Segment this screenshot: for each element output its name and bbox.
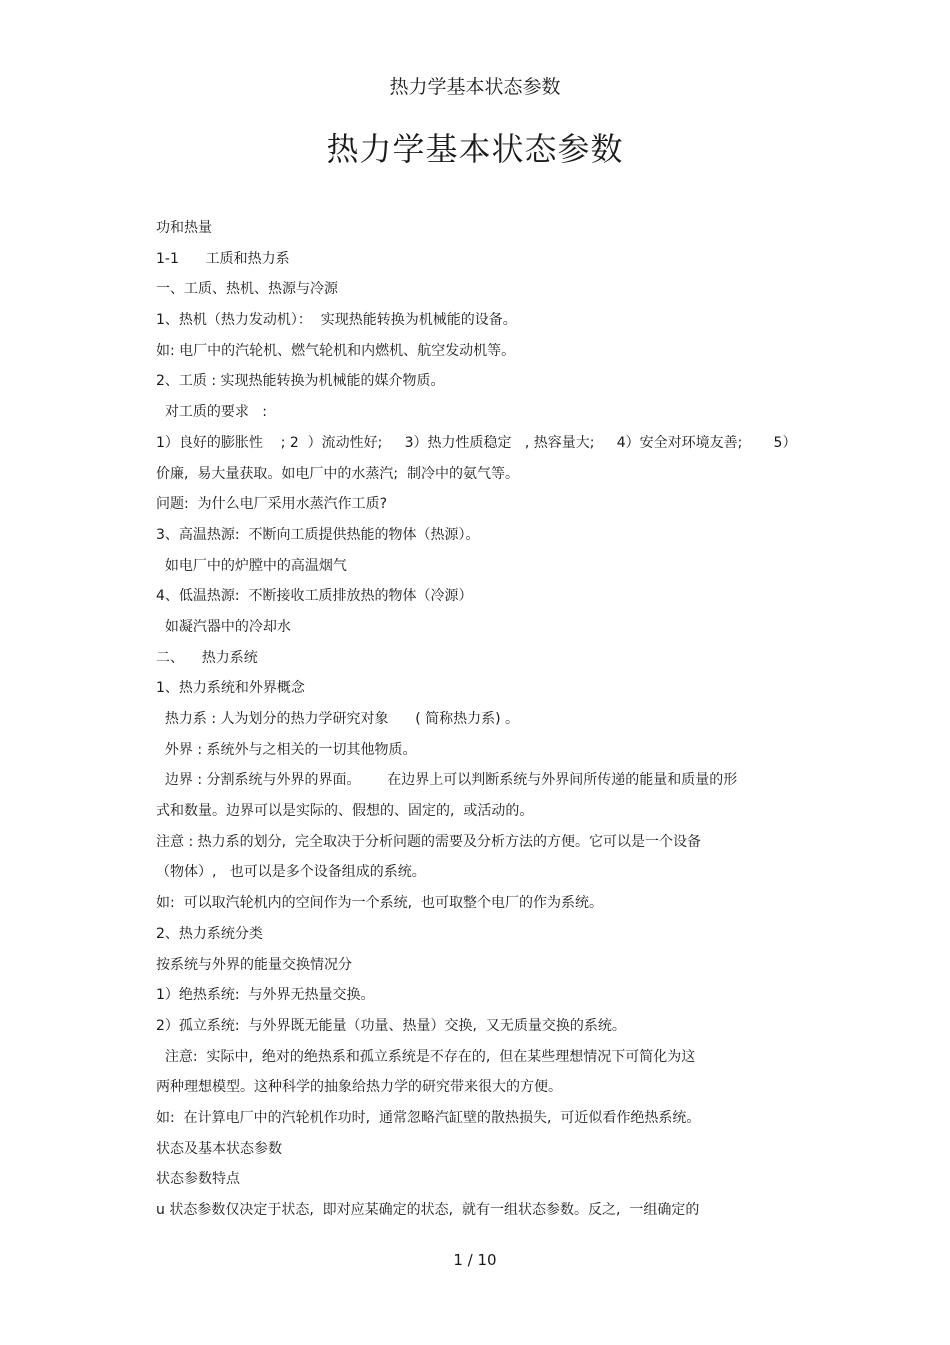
body-line: 1）良好的膨胀性 ; 2 ）流动性好; 3）热力性质稳定 , 热容量大; 4）安全对环境友善; 5） — [156, 434, 797, 451]
body-line: 如凝汽器中的冷却水 — [156, 618, 291, 635]
page-number: 1 / 10 — [453, 1251, 497, 1269]
body-line: 价廉, 易大量获取。如电厂中的水蒸汽; 制冷中的氨气等。 — [156, 465, 519, 482]
section-heading: 二、 热力系统 — [156, 649, 258, 666]
body-line: 边界 : 分割系统与外界的界面。 在边界上可以判断系统与外界间所传递的能量和质量的形 — [156, 772, 738, 789]
body-line: 2、工质 : 实现热能转换为机械能的媒介物质。 — [156, 373, 445, 390]
body-line: 注意 : 热力系的划分, 完全取决于分析问题的需要及分析方法的方便。它可以是一个设备 — [156, 833, 701, 850]
body-line: 问题: 为什么电厂采用水蒸汽作工质? — [156, 496, 388, 513]
section-heading: 一、工质、热机、热源与冷源 — [156, 281, 338, 298]
body-line: 按系统与外界的能量交换情况分 — [156, 956, 352, 973]
body-line: 2）孤立系统: 与外界既无能量（功量、热量）交换, 又无质量交换的系统。 — [156, 1017, 626, 1034]
section-heading: 功和热量 — [156, 220, 212, 236]
body-line: 对工质的要求 : — [156, 404, 267, 421]
body-line: 如电厂中的炉膛中的高温烟气 — [156, 557, 347, 574]
document-body — [156, 216, 806, 1229]
body-line: u 状态参数仅决定于状态, 即对应某确定的状态, 就有一组状态参数。反之, 一组确定的 — [156, 1202, 700, 1218]
body-line: 4、低温热源: 不断接收工质排放热的物体（冷源） — [156, 588, 473, 605]
body-line: 式和数量。边界可以是实际的、假想的、固定的, 或活动的。 — [156, 803, 534, 820]
body-line: 注意: 实际中, 绝对的绝热系和孤立系统是不存在的, 但在某些理想情况下可简化为这 — [156, 1048, 696, 1065]
body-line: 3、高温热源: 不断向工质提供热能的物体（热源）。 — [156, 526, 480, 543]
document-title: 热力学基本状态参数 — [326, 130, 624, 168]
body-line: 热力系 : 人为划分的热力学研究对象 ( 简称热力系) 。 — [156, 711, 520, 727]
body-line: 如: 在计算电厂中的汽轮机作功时, 通常忽略汽缸壁的散热损失, 可近似看作绝热系统。 — [156, 1109, 701, 1126]
body-line: 1、热机（热力发动机）： 实现热能转换为机械能的设备。 — [156, 312, 517, 329]
body-line: 1）绝热系统: 与外界无热量交换。 — [156, 987, 375, 1004]
body-line: 两种理想模型。这种科学的抽象给热力学的研究带来很大的方便。 — [156, 1079, 562, 1096]
body-line: 1、热力系统和外界概念 — [156, 680, 305, 697]
section-heading: 状态参数特点 — [156, 1171, 240, 1188]
body-line: 2、热力系统分类 — [156, 925, 263, 942]
body-line: 外界 : 系统外与之相关的一切其他物质。 — [156, 741, 417, 758]
body-line: 如: 可以取汽轮机内的空间作为一个系统, 也可取整个电厂的作为系统。 — [156, 895, 603, 912]
running-header: 热力学基本状态参数 — [389, 76, 561, 98]
body-line: （物体）, 也可以是多个设备组成的系统。 — [156, 864, 426, 881]
section-heading: 1-1 工质和热力系 — [156, 250, 290, 267]
body-line: 如: 电厂中的汽轮机、燃气轮机和内燃机、航空发动机等。 — [156, 342, 516, 359]
section-heading: 状态及基本状态参数 — [156, 1140, 282, 1157]
